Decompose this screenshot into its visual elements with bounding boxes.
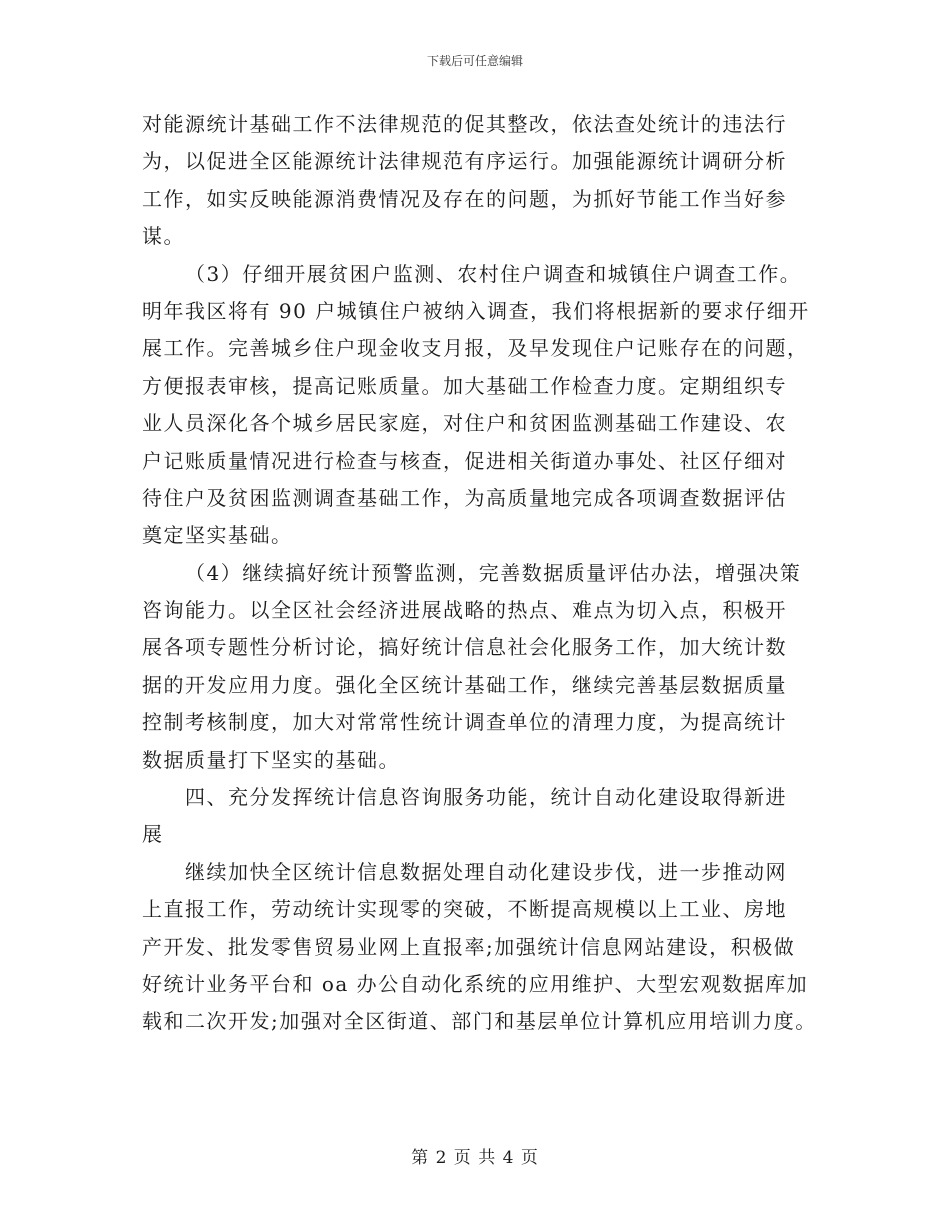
- text-line: 数据质量打下坚实的基础。: [142, 747, 400, 772]
- text-line: 展各项专题性分析讨论，搞好统计信息社会化服务工作，加大统计数: [142, 635, 787, 660]
- text-line: 继续加快全区统计信息数据处理自动化建设步伐，进一步推动网: [185, 859, 787, 884]
- text-line: 待住户及贫困监测调查基础工作，为高质量地完成各项调查数据评估: [142, 485, 787, 510]
- document-body: [142, 106, 820, 1041]
- text-line: 工作，如实反映能源消费情况及存在的问题，为抓好节能工作当好参: [142, 186, 787, 211]
- text-line: 展工作。完善城乡住户现金收支月报，及早发现住户记账存在的问题，: [142, 336, 809, 361]
- text-line: 产开发、批发零售贸易业网上直报率;加强统计信息网站建设，积极做: [142, 934, 796, 959]
- text-line: 控制考核制度，加大对常常性统计调查单位的清理力度，为提高统计: [142, 710, 787, 735]
- text-line: 据的开发应用力度。强化全区统计基础工作，继续完善基层数据质量: [142, 672, 787, 697]
- page-header-note: 下载后可任意编辑: [426, 54, 523, 68]
- text-line: 方便报表审核，提高记账质量。加大基础工作检查力度。定期组织专: [142, 373, 787, 398]
- text-line: 户记账质量情况进行检查与核查，促进相关街道办事处、社区仔细对: [142, 448, 787, 473]
- text-line: 好统计业务平台和 oa 办公自动化系统的应用维护、大型宏观数据库加: [142, 971, 809, 996]
- text-line: 业人员深化各个城乡居民家庭，对住户和贫困监测基础工作建设、农: [142, 411, 787, 436]
- text-line: 载和二次开发;加强对全区街道、部门和基层单位计算机应用培训力度。: [142, 1009, 817, 1034]
- text-line: 谋。: [142, 224, 185, 249]
- text-line: 对能源统计基础工作不法律规范的促其整改，依法查处统计的违法行: [142, 112, 787, 136]
- text-line: 奠定坚实基础。: [142, 523, 293, 548]
- text-line: 为，以促进全区能源统计法律规范有序运行。加强能源统计调研分析: [142, 149, 787, 174]
- text-line: （4）继续搞好统计预警监测，完善数据质量评估办法，增强决策: [185, 560, 802, 585]
- text-line: 咨询能力。以全区社会经济进展战略的热点、难点为切入点，积极开: [142, 598, 787, 623]
- text-line: 明年我区将有 90 户城镇住户被纳入调查，我们将根据新的要求仔细开: [142, 298, 810, 323]
- text-line: 四、充分发挥统计信息咨询服务功能，统计自动化建设取得新进: [185, 785, 787, 810]
- text-line: 上直报工作，劳动统计实现零的突破，不断提高规模以上工业、房地: [142, 897, 787, 922]
- page-number: 第 2 页 共 4 页: [411, 1148, 539, 1168]
- text-line: （3）仔细开展贫困户监测、农村住户调查和城镇住户调查工作。: [185, 261, 802, 286]
- text-line: 展: [142, 822, 164, 847]
